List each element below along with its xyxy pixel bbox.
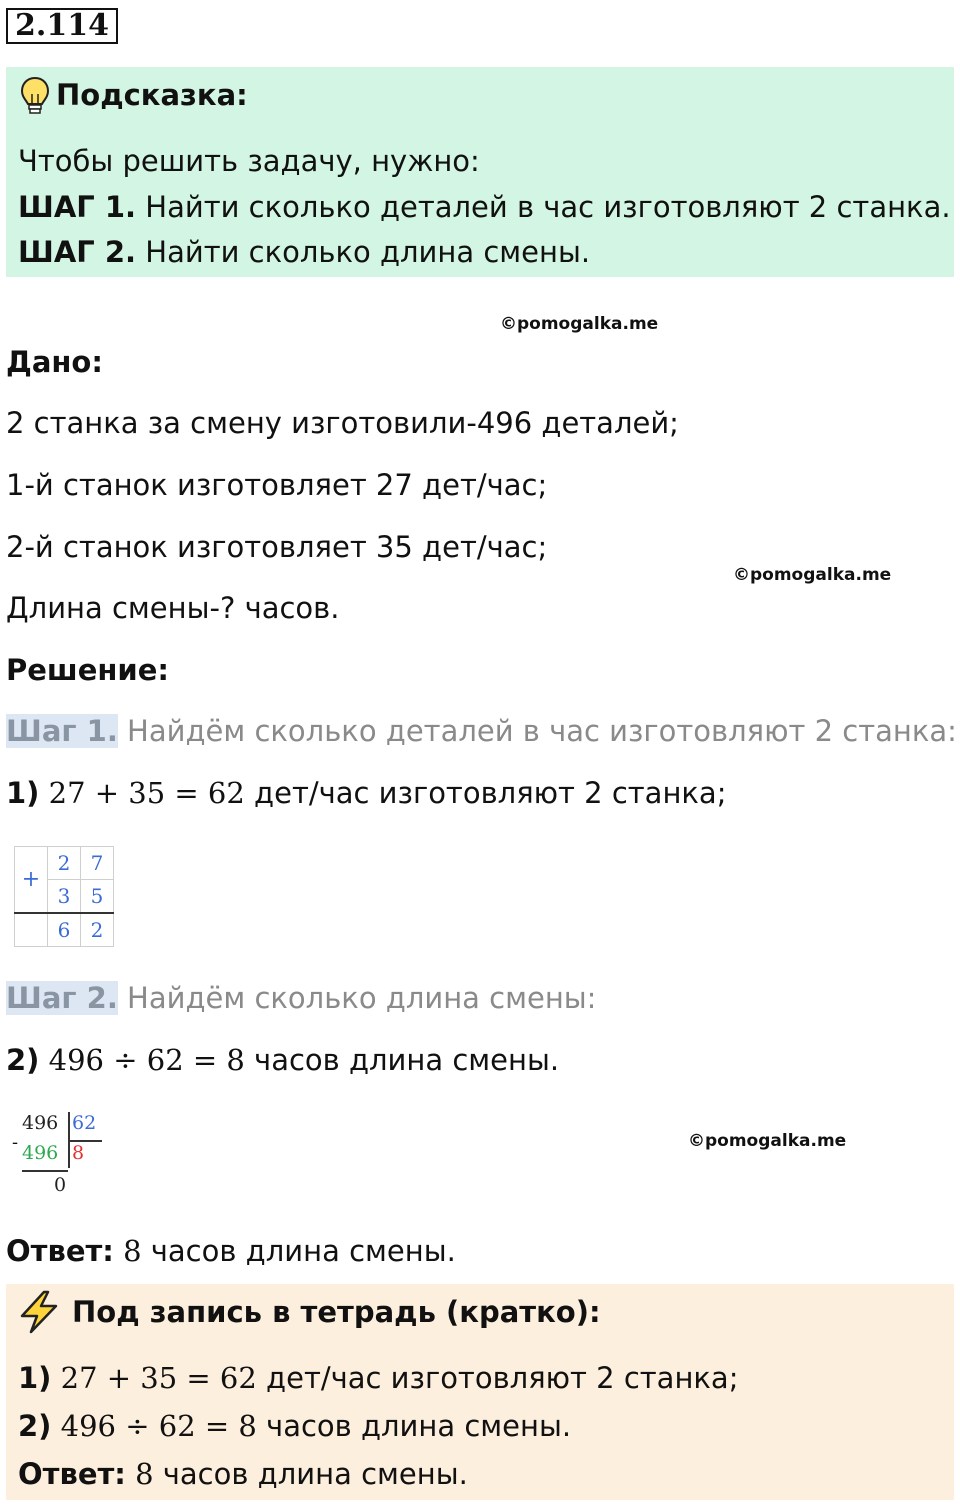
solution-line-2 xyxy=(6,1043,559,1077)
digit: 3 xyxy=(48,880,81,914)
watermark: ©pomogalka.me xyxy=(500,314,659,334)
hint-title: Подсказка: xyxy=(56,78,248,112)
watermark: ©pomogalka.me xyxy=(688,1131,847,1151)
hint-step-label: ШАГ 2. xyxy=(18,235,137,269)
hint-step-2 xyxy=(18,235,590,269)
math-expression: 496 ÷ 62 = 8 xyxy=(48,1043,245,1077)
watermark: ©pomogalka.me xyxy=(733,565,892,585)
notebook-line-1 xyxy=(18,1361,738,1395)
hint-step-text: Найти сколько деталей в час изготовляют 2 станка. xyxy=(136,190,951,224)
math-expression: 8 xyxy=(135,1457,154,1491)
plus-sign: + xyxy=(15,847,48,914)
math-expression: 496 ÷ 62 = 8 xyxy=(60,1409,257,1443)
remainder: 0 xyxy=(54,1174,67,1196)
solution-step-1 xyxy=(6,714,957,748)
line-text: часов длина смены. xyxy=(256,1409,572,1443)
notebook-answer xyxy=(18,1457,468,1491)
hint-intro: Чтобы решить задачу, нужно: xyxy=(18,144,480,178)
answer-line xyxy=(6,1234,456,1268)
notebook-line-2 xyxy=(18,1409,571,1443)
digit: 6 xyxy=(48,913,81,947)
line-number: 2) xyxy=(18,1409,52,1443)
math-expression: 27 + 35 = 62 xyxy=(60,1361,257,1395)
quotient: 8 xyxy=(72,1142,85,1164)
divisor: 62 xyxy=(72,1112,97,1134)
long-division xyxy=(10,1110,120,1200)
line-number: 1) xyxy=(6,776,40,810)
given-line: Длина смены-? часов. xyxy=(6,591,340,625)
digit: 5 xyxy=(81,880,114,914)
division-bar xyxy=(68,1140,102,1142)
dividend: 496 xyxy=(22,1112,59,1134)
line-number: 1) xyxy=(18,1361,52,1395)
step-label: Шаг 2. xyxy=(6,981,118,1015)
answer-text: часов длина смены. xyxy=(153,1457,468,1491)
hint-step-label: ШАГ 1. xyxy=(18,190,137,224)
hint-step-text: Найти сколько длина смены. xyxy=(136,235,591,269)
answer-label: Ответ: xyxy=(6,1234,114,1268)
solution-step-2 xyxy=(6,981,596,1015)
step-text: Найдём сколько деталей в час изготовляют 2 станка: xyxy=(117,714,957,748)
line-text: часов длина смены. xyxy=(244,1043,560,1077)
answer-label: Ответ: xyxy=(18,1457,126,1491)
minus-sign: - xyxy=(12,1132,19,1153)
step-text: Найдём сколько длина смены: xyxy=(117,981,597,1015)
task-number: 2.114 xyxy=(6,8,118,44)
line-text: дет/час изготовляют 2 станка; xyxy=(256,1361,739,1395)
solution-line-1 xyxy=(6,776,726,810)
given-title: Дано: xyxy=(6,345,103,379)
solution-title: Решение: xyxy=(6,653,170,687)
notebook-title: Под запись в тетрадь (кратко): xyxy=(72,1295,601,1329)
column-addition xyxy=(14,846,114,947)
answer-text: часов длина смены. xyxy=(141,1234,456,1268)
step-label: Шаг 1. xyxy=(6,714,118,748)
division-bar xyxy=(22,1170,68,1172)
hint-step-1 xyxy=(18,190,951,224)
math-expression: 27 + 35 = 62 xyxy=(48,776,245,810)
line-number: 2) xyxy=(6,1043,40,1077)
given-line: 1-й станок изготовляет 27 дет/час; xyxy=(6,468,548,502)
empty-cell xyxy=(15,913,48,947)
digit: 7 xyxy=(81,847,114,880)
given-line: 2 станка за смену изготовили-496 деталей; xyxy=(6,406,679,440)
digit: 2 xyxy=(48,847,81,880)
lightbulb-icon xyxy=(20,76,50,116)
subtrahend: 496 xyxy=(22,1142,59,1164)
given-line: 2-й станок изготовляет 35 дет/час; xyxy=(6,530,548,564)
lightning-icon xyxy=(18,1290,60,1334)
math-expression: 8 xyxy=(123,1234,142,1268)
digit: 2 xyxy=(81,913,114,947)
line-text: дет/час изготовляют 2 станка; xyxy=(244,776,727,810)
